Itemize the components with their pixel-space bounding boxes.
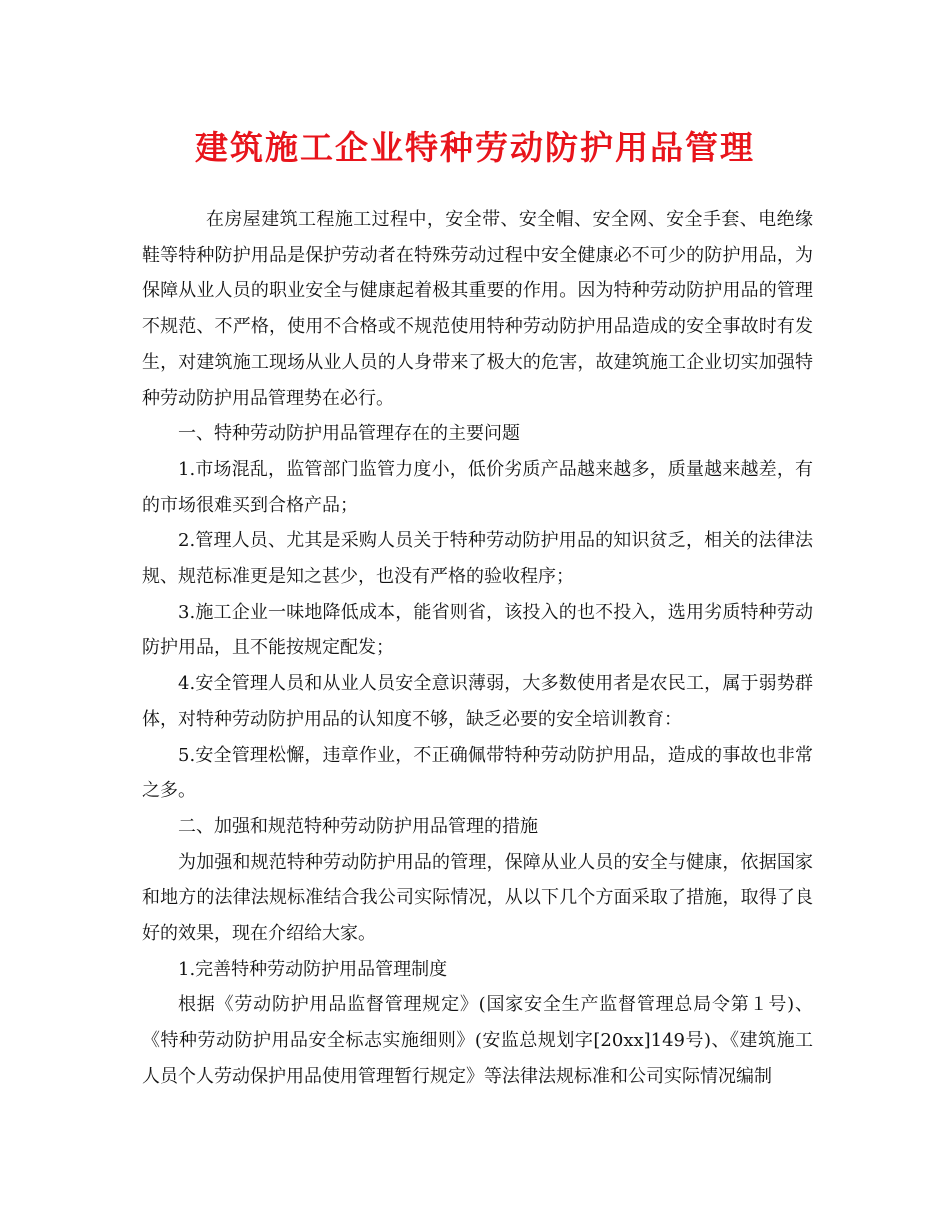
section-heading-measures: 二、加强和规范特种劳动防护用品管理的措施 <box>178 815 538 837</box>
problem-item-5: 5.安全管理松懈，违章作业，不正确佩带特种劳动防护用品，造成的事故也非常之多。 <box>142 744 813 802</box>
intro-paragraph: 在房屋建筑工程施工过程中，安全带、安全帽、安全网、安全手套、电绝缘鞋等特种防护用品是保护劳动者在特殊劳动过程中安全健康必不可少的防护用品，为保障从业人员的职业安全与健康起着极其重要的作用。因为特种劳动防护用品的管理不规范、不严格，使用不合格或不规范使用特种劳动防护用品造成的安全事故时有发生，对建筑施工现场从业人员的人身带来了极大的危害，故建筑施工企业切实加强特种劳动防护用品管理势在必行。 <box>142 209 813 409</box>
problem-item-3: 3.施工企业一味地降低成本，能省则省，该投入的也不投入，选用劣质特种劳动防护用品，且不能按规定配发； <box>142 601 813 659</box>
problem-item-2: 2.管理人员、尤其是采购人员关于特种劳动防护用品的知识贫乏，相关的法律法规、规范标准更是知之甚少，也没有严格的验收程序； <box>142 530 813 588</box>
measure-heading-1: 1.完善特种劳动防护用品管理制度 <box>178 958 448 980</box>
section-heading-problems: 一、特种劳动防护用品管理存在的主要问题 <box>178 423 520 445</box>
problem-item-4: 4.安全管理人员和从业人员安全意识薄弱，大多数使用者是农民工，属于弱势群体，对特种劳动防护用品的认知度不够，缺乏必要的安全培训教育： <box>142 673 813 730</box>
measures-intro-paragraph: 为加强和规范特种劳动防护用品的管理，保障从业人员的安全与健康，依据国家和地方的法律法规标准结合我公司实际情况，从以下几个方面采取了措施，取得了良好的效果，现在介绍给大家。 <box>142 851 813 945</box>
document-body <box>142 202 813 1095</box>
measure-paragraph-1: 根据《劳动防护用品监督管理规定》(国家安全生产监督管理总局令第１号)、《特种劳动防护用品安全标志实施细则》(安监总规划字[20xx]149号)、《建筑施工人员个人劳动保护用品使用管理暂行规定》等法律法规标准和公司实际情况编制 <box>142 994 813 1087</box>
document-title: 建筑施工企业特种劳动防护用品管理 <box>195 128 755 167</box>
problem-item-1: 1.市场混乱，监管部门监管力度小，低价劣质产品越来越多，质量越来越差，有的市场很难买到合格产品； <box>142 458 813 516</box>
